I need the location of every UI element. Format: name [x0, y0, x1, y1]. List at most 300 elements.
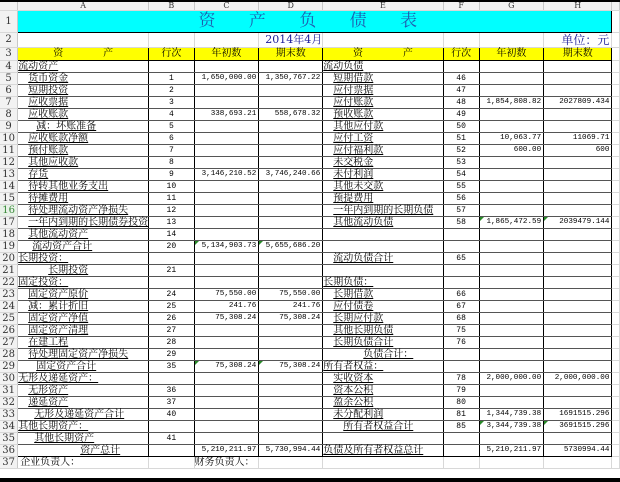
opening-balance-cell[interactable] [194, 241, 259, 253]
opening-balance-cell[interactable] [194, 253, 259, 265]
opening-balance-cell[interactable] [479, 61, 544, 73]
line-number-cell[interactable] [443, 169, 479, 181]
liability-label-cell[interactable] [323, 181, 443, 193]
opening-balance-cell[interactable] [479, 313, 544, 325]
opening-balance-cell[interactable] [194, 133, 259, 145]
opening-balance-cell[interactable] [194, 97, 259, 109]
opening-balance-cell[interactable] [194, 289, 259, 301]
cell[interactable] [479, 457, 544, 469]
line-number-cell[interactable] [443, 73, 479, 85]
column-header-A[interactable]: A [18, 2, 149, 11]
liability-label-cell[interactable] [323, 85, 443, 97]
row-header-15[interactable]: 15 [0, 193, 18, 205]
liability-label-cell[interactable] [323, 265, 443, 277]
asset-label-cell[interactable] [18, 85, 149, 97]
cell[interactable] [612, 421, 620, 433]
closing-balance-cell[interactable] [544, 181, 612, 193]
row-header-25[interactable]: 25 [0, 313, 18, 325]
opening-balance-cell[interactable] [479, 85, 544, 97]
opening-balance-cell[interactable] [194, 313, 259, 325]
line-number-cell[interactable] [443, 265, 479, 277]
cell[interactable] [612, 445, 620, 457]
line-number-cell[interactable] [149, 109, 194, 121]
cell[interactable] [479, 33, 544, 48]
line-number-cell[interactable] [149, 325, 194, 337]
cell[interactable] [612, 133, 620, 145]
line-number-cell[interactable] [443, 445, 479, 457]
closing-balance-cell[interactable] [259, 433, 323, 445]
asset-label-cell[interactable] [18, 73, 149, 85]
column-title[interactable]: 年初数 [479, 48, 544, 61]
line-number-cell[interactable] [443, 289, 479, 301]
opening-balance-cell[interactable] [479, 241, 544, 253]
liability-label-cell[interactable] [323, 313, 443, 325]
enterprise-head-label[interactable]: 企业负责人： [18, 457, 149, 469]
line-number-cell[interactable] [149, 61, 194, 73]
closing-balance-cell[interactable] [259, 109, 323, 121]
closing-balance-cell[interactable] [544, 97, 612, 109]
row-header-10[interactable]: 10 [0, 133, 18, 145]
liability-label-cell[interactable] [323, 145, 443, 157]
opening-balance-cell[interactable] [194, 445, 259, 457]
row-header-22[interactable]: 22 [0, 277, 18, 289]
opening-balance-cell[interactable] [194, 337, 259, 349]
column-header-C[interactable]: C [194, 2, 259, 11]
line-number-cell[interactable] [149, 253, 194, 265]
line-number-cell[interactable] [149, 397, 194, 409]
line-number-cell[interactable] [443, 373, 479, 385]
line-number-cell[interactable] [443, 433, 479, 445]
opening-balance-cell[interactable] [194, 121, 259, 133]
row-header-2[interactable]: 2 [0, 33, 18, 48]
liability-label-cell[interactable] [323, 433, 443, 445]
closing-balance-cell[interactable] [259, 265, 323, 277]
closing-balance-cell[interactable] [259, 97, 323, 109]
asset-label-cell[interactable] [18, 289, 149, 301]
line-number-cell[interactable] [149, 301, 194, 313]
closing-balance-cell[interactable] [544, 145, 612, 157]
row-header-35[interactable]: 35 [0, 433, 18, 445]
closing-balance-cell[interactable] [544, 253, 612, 265]
cell[interactable] [443, 457, 479, 469]
closing-balance-cell[interactable] [544, 349, 612, 361]
liability-label-cell[interactable] [323, 169, 443, 181]
cell[interactable] [612, 313, 620, 325]
row-header-13[interactable]: 13 [0, 169, 18, 181]
opening-balance-cell[interactable] [479, 169, 544, 181]
opening-balance-cell[interactable] [479, 181, 544, 193]
opening-balance-cell[interactable] [479, 445, 544, 457]
column-header-H[interactable]: H [544, 2, 612, 11]
cell[interactable] [612, 385, 620, 397]
line-number-cell[interactable] [443, 109, 479, 121]
cell[interactable] [612, 145, 620, 157]
column-title[interactable]: 资 产 [323, 48, 443, 61]
line-number-cell[interactable] [149, 361, 194, 373]
liability-label-cell[interactable] [323, 97, 443, 109]
column-title[interactable]: 期末数 [259, 48, 323, 61]
closing-balance-cell[interactable] [259, 133, 323, 145]
asset-label-cell[interactable] [18, 157, 149, 169]
cell[interactable] [612, 361, 620, 373]
line-number-cell[interactable] [149, 181, 194, 193]
asset-label-cell[interactable] [18, 169, 149, 181]
closing-balance-cell[interactable] [544, 385, 612, 397]
column-header-F[interactable]: F [443, 2, 479, 11]
closing-balance-cell[interactable] [259, 277, 323, 289]
closing-balance-cell[interactable] [544, 217, 612, 229]
closing-balance-cell[interactable] [544, 313, 612, 325]
row-header-30[interactable]: 30 [0, 373, 18, 385]
liability-label-cell[interactable] [323, 277, 443, 289]
closing-balance-cell[interactable] [544, 85, 612, 97]
liability-label-cell[interactable] [323, 385, 443, 397]
opening-balance-cell[interactable] [479, 145, 544, 157]
closing-balance-cell[interactable] [259, 121, 323, 133]
liability-label-cell[interactable] [323, 397, 443, 409]
asset-label-cell[interactable] [18, 433, 149, 445]
cell[interactable] [612, 73, 620, 85]
cell[interactable] [612, 433, 620, 445]
row-header-36[interactable]: 36 [0, 445, 18, 457]
opening-balance-cell[interactable] [194, 217, 259, 229]
opening-balance-cell[interactable] [479, 409, 544, 421]
line-number-cell[interactable] [443, 409, 479, 421]
cell[interactable] [194, 33, 259, 48]
line-number-cell[interactable] [443, 217, 479, 229]
liability-label-cell[interactable] [323, 157, 443, 169]
row-header-1[interactable]: 1 [0, 11, 18, 33]
row-header-3[interactable]: 3 [0, 48, 18, 61]
opening-balance-cell[interactable] [479, 73, 544, 85]
closing-balance-cell[interactable] [259, 325, 323, 337]
row-header-19[interactable]: 19 [0, 241, 18, 253]
opening-balance-cell[interactable] [479, 193, 544, 205]
row-header-14[interactable]: 14 [0, 181, 18, 193]
row-header-29[interactable]: 29 [0, 361, 18, 373]
asset-label-cell[interactable] [18, 133, 149, 145]
liability-label-cell[interactable] [323, 109, 443, 121]
opening-balance-cell[interactable] [194, 397, 259, 409]
closing-balance-cell[interactable] [259, 205, 323, 217]
row-header-26[interactable]: 26 [0, 325, 18, 337]
cell[interactable] [612, 121, 620, 133]
row-header-7[interactable]: 7 [0, 97, 18, 109]
row-header-11[interactable]: 11 [0, 145, 18, 157]
closing-balance-cell[interactable] [544, 325, 612, 337]
line-number-cell[interactable] [149, 205, 194, 217]
liability-label-cell[interactable] [323, 409, 443, 421]
closing-balance-cell[interactable] [259, 385, 323, 397]
cell[interactable] [612, 97, 620, 109]
column-header-B[interactable]: B [149, 2, 194, 11]
line-number-cell[interactable] [443, 337, 479, 349]
cell[interactable] [323, 457, 443, 469]
opening-balance-cell[interactable] [194, 205, 259, 217]
asset-label-cell[interactable] [18, 109, 149, 121]
asset-label-cell[interactable] [18, 229, 149, 241]
liability-label-cell[interactable] [323, 289, 443, 301]
opening-balance-cell[interactable] [479, 397, 544, 409]
row-header-34[interactable]: 34 [0, 421, 18, 433]
opening-balance-cell[interactable] [479, 421, 544, 433]
cell[interactable] [612, 241, 620, 253]
liability-label-cell[interactable] [323, 373, 443, 385]
line-number-cell[interactable] [149, 169, 194, 181]
line-number-cell[interactable] [443, 397, 479, 409]
row-header-6[interactable]: 6 [0, 85, 18, 97]
closing-balance-cell[interactable] [544, 445, 612, 457]
cell[interactable] [612, 337, 620, 349]
cell[interactable] [612, 109, 620, 121]
closing-balance-cell[interactable] [544, 205, 612, 217]
line-number-cell[interactable] [149, 277, 194, 289]
opening-balance-cell[interactable] [194, 85, 259, 97]
row-header-18[interactable]: 18 [0, 229, 18, 241]
liability-label-cell[interactable] [323, 193, 443, 205]
line-number-cell[interactable] [149, 265, 194, 277]
line-number-cell[interactable] [443, 157, 479, 169]
asset-label-cell[interactable] [18, 337, 149, 349]
closing-balance-cell[interactable] [259, 61, 323, 73]
liability-label-cell[interactable] [323, 73, 443, 85]
opening-balance-cell[interactable] [194, 361, 259, 373]
opening-balance-cell[interactable] [479, 133, 544, 145]
asset-label-cell[interactable] [18, 61, 149, 73]
liability-label-cell[interactable] [323, 349, 443, 361]
closing-balance-cell[interactable] [544, 373, 612, 385]
opening-balance-cell[interactable] [194, 109, 259, 121]
row-header-4[interactable]: 4 [0, 61, 18, 73]
closing-balance-cell[interactable] [259, 253, 323, 265]
closing-balance-cell[interactable] [259, 73, 323, 85]
closing-balance-cell[interactable] [259, 445, 323, 457]
cell[interactable] [612, 85, 620, 97]
closing-balance-cell[interactable] [544, 397, 612, 409]
closing-balance-cell[interactable] [259, 313, 323, 325]
opening-balance-cell[interactable] [479, 109, 544, 121]
opening-balance-cell[interactable] [479, 217, 544, 229]
cell[interactable] [612, 11, 620, 33]
closing-balance-cell[interactable] [544, 133, 612, 145]
cell[interactable] [612, 349, 620, 361]
closing-balance-cell[interactable] [544, 289, 612, 301]
opening-balance-cell[interactable] [194, 181, 259, 193]
row-header-9[interactable]: 9 [0, 121, 18, 133]
asset-label-cell[interactable] [18, 253, 149, 265]
cell[interactable] [443, 33, 479, 48]
line-number-cell[interactable] [443, 85, 479, 97]
opening-balance-cell[interactable] [194, 301, 259, 313]
closing-balance-cell[interactable] [544, 421, 612, 433]
asset-label-cell[interactable] [18, 145, 149, 157]
closing-balance-cell[interactable] [259, 217, 323, 229]
asset-label-cell[interactable] [18, 265, 149, 277]
asset-label-cell[interactable] [18, 277, 149, 289]
opening-balance-cell[interactable] [194, 157, 259, 169]
finance-head-label[interactable]: 财务负责人： [194, 457, 259, 469]
row-header-32[interactable]: 32 [0, 397, 18, 409]
closing-balance-cell[interactable] [259, 349, 323, 361]
closing-balance-cell[interactable] [259, 409, 323, 421]
row-header-17[interactable]: 17 [0, 217, 18, 229]
opening-balance-cell[interactable] [479, 433, 544, 445]
column-header-G[interactable]: G [479, 2, 544, 11]
closing-balance-cell[interactable] [544, 193, 612, 205]
opening-balance-cell[interactable] [194, 373, 259, 385]
closing-balance-cell[interactable] [544, 265, 612, 277]
liability-label-cell[interactable] [323, 121, 443, 133]
opening-balance-cell[interactable] [479, 265, 544, 277]
cell[interactable] [612, 157, 620, 169]
opening-balance-cell[interactable] [479, 289, 544, 301]
column-header-D[interactable]: D [259, 2, 323, 11]
row-header-33[interactable]: 33 [0, 409, 18, 421]
closing-balance-cell[interactable] [544, 337, 612, 349]
line-number-cell[interactable] [149, 85, 194, 97]
line-number-cell[interactable] [443, 349, 479, 361]
liability-label-cell[interactable] [323, 325, 443, 337]
opening-balance-cell[interactable] [479, 301, 544, 313]
closing-balance-cell[interactable] [259, 241, 323, 253]
closing-balance-cell[interactable] [259, 289, 323, 301]
opening-balance-cell[interactable] [479, 205, 544, 217]
column-title[interactable]: 年初数 [194, 48, 259, 61]
opening-balance-cell[interactable] [479, 373, 544, 385]
line-number-cell[interactable] [149, 313, 194, 325]
cell[interactable] [612, 33, 620, 48]
opening-balance-cell[interactable] [479, 385, 544, 397]
line-number-cell[interactable] [149, 421, 194, 433]
closing-balance-cell[interactable] [259, 85, 323, 97]
closing-balance-cell[interactable] [259, 157, 323, 169]
cell[interactable] [612, 48, 620, 61]
line-number-cell[interactable] [149, 337, 194, 349]
opening-balance-cell[interactable] [479, 277, 544, 289]
column-title[interactable]: 期末数 [544, 48, 612, 61]
asset-label-cell[interactable] [18, 445, 149, 457]
closing-balance-cell[interactable] [259, 373, 323, 385]
row-header-21[interactable]: 21 [0, 265, 18, 277]
row-header-31[interactable]: 31 [0, 385, 18, 397]
closing-balance-cell[interactable] [544, 109, 612, 121]
column-title[interactable]: 资 产 [18, 48, 149, 61]
report-date[interactable]: 2014年4月 [259, 33, 323, 48]
opening-balance-cell[interactable] [194, 265, 259, 277]
opening-balance-cell[interactable] [194, 61, 259, 73]
cell[interactable] [149, 457, 194, 469]
line-number-cell[interactable] [149, 157, 194, 169]
asset-label-cell[interactable] [18, 181, 149, 193]
line-number-cell[interactable] [443, 61, 479, 73]
column-title[interactable]: 行次 [149, 48, 194, 61]
line-number-cell[interactable] [149, 373, 194, 385]
asset-label-cell[interactable] [18, 193, 149, 205]
cell[interactable] [612, 301, 620, 313]
liability-label-cell[interactable] [323, 217, 443, 229]
row-header-16[interactable]: 16 [0, 205, 18, 217]
liability-label-cell[interactable] [323, 445, 443, 457]
opening-balance-cell[interactable] [194, 349, 259, 361]
line-number-cell[interactable] [149, 433, 194, 445]
opening-balance-cell[interactable] [479, 97, 544, 109]
cell[interactable] [612, 217, 620, 229]
liability-label-cell[interactable] [323, 229, 443, 241]
line-number-cell[interactable] [443, 277, 479, 289]
closing-balance-cell[interactable] [544, 61, 612, 73]
line-number-cell[interactable] [443, 241, 479, 253]
row-header-5[interactable]: 5 [0, 73, 18, 85]
closing-balance-cell[interactable] [259, 421, 323, 433]
row-header-12[interactable]: 12 [0, 157, 18, 169]
line-number-cell[interactable] [443, 361, 479, 373]
cell[interactable] [612, 205, 620, 217]
row-header-27[interactable]: 27 [0, 337, 18, 349]
line-number-cell[interactable] [443, 121, 479, 133]
opening-balance-cell[interactable] [479, 361, 544, 373]
cell[interactable] [612, 409, 620, 421]
row-header-23[interactable]: 23 [0, 289, 18, 301]
liability-label-cell[interactable] [323, 337, 443, 349]
line-number-cell[interactable] [443, 229, 479, 241]
asset-label-cell[interactable] [18, 217, 149, 229]
select-all-corner[interactable] [0, 2, 18, 11]
line-number-cell[interactable] [149, 73, 194, 85]
line-number-cell[interactable] [149, 145, 194, 157]
opening-balance-cell[interactable] [194, 409, 259, 421]
line-number-cell[interactable] [149, 193, 194, 205]
opening-balance-cell[interactable] [479, 349, 544, 361]
line-number-cell[interactable] [149, 445, 194, 457]
liability-label-cell[interactable] [323, 253, 443, 265]
line-number-cell[interactable] [149, 409, 194, 421]
closing-balance-cell[interactable] [259, 193, 323, 205]
asset-label-cell[interactable] [18, 361, 149, 373]
asset-label-cell[interactable] [18, 301, 149, 313]
line-number-cell[interactable] [149, 289, 194, 301]
row-header-8[interactable]: 8 [0, 109, 18, 121]
line-number-cell[interactable] [443, 313, 479, 325]
column-title[interactable]: 行次 [443, 48, 479, 61]
closing-balance-cell[interactable] [544, 229, 612, 241]
opening-balance-cell[interactable] [194, 169, 259, 181]
liability-label-cell[interactable] [323, 301, 443, 313]
line-number-cell[interactable] [443, 385, 479, 397]
row-header-28[interactable]: 28 [0, 349, 18, 361]
cell[interactable] [612, 253, 620, 265]
line-number-cell[interactable] [149, 241, 194, 253]
opening-balance-cell[interactable] [194, 277, 259, 289]
line-number-cell[interactable] [443, 205, 479, 217]
row-header-20[interactable]: 20 [0, 253, 18, 265]
column-header-E[interactable]: E [323, 2, 443, 11]
closing-balance-cell[interactable] [544, 157, 612, 169]
asset-label-cell[interactable] [18, 121, 149, 133]
opening-balance-cell[interactable] [479, 325, 544, 337]
opening-balance-cell[interactable] [194, 229, 259, 241]
closing-balance-cell[interactable] [544, 73, 612, 85]
closing-balance-cell[interactable] [544, 169, 612, 181]
closing-balance-cell[interactable] [259, 301, 323, 313]
cell[interactable] [612, 229, 620, 241]
asset-label-cell[interactable] [18, 373, 149, 385]
line-number-cell[interactable] [149, 97, 194, 109]
closing-balance-cell[interactable] [259, 145, 323, 157]
cell[interactable] [612, 373, 620, 385]
cell[interactable] [18, 33, 149, 48]
line-number-cell[interactable] [149, 229, 194, 241]
asset-label-cell[interactable] [18, 205, 149, 217]
